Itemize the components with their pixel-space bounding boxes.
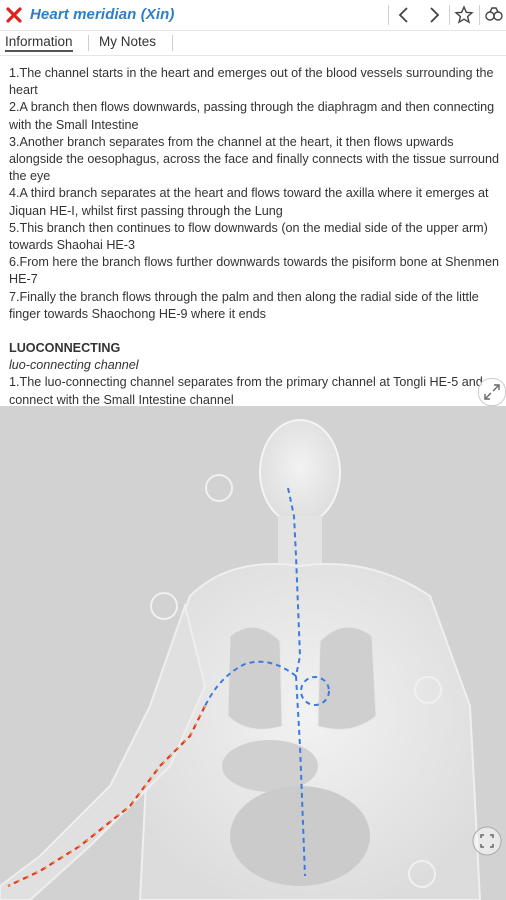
list-item: 1.The channel starts in the heart and emerges out of the blood vessels surrounding the heart [9,66,494,98]
information-text [9,65,501,406]
list-item: 1.The luo-connecting channel separates from the primary channel at Tongli HE-5 and connect with the Small Intestine channel [9,375,483,406]
chevron-right-icon[interactable] [424,5,444,25]
intestine-shape [230,786,370,886]
body-figure [0,406,506,900]
acupoint-marker[interactable] [151,593,177,619]
tab-bar [0,31,506,56]
list-item: 3.Another branch separates from the channel at the heart, it then flows upwards alongside the oesophagus, across the face and finally connects with the tissue surround the eye [9,134,500,184]
toolbar-divider [479,5,480,25]
neck-shape [278,516,322,566]
acupoint-marker[interactable] [206,475,232,501]
body-model-viewer[interactable] [0,406,506,900]
liver-shape [222,740,318,792]
tab-divider [88,35,89,51]
toolbar-divider [449,5,450,25]
section-heading: LUOCONNECTING [9,341,121,356]
right-lung-shape [318,627,376,729]
tab-information[interactable]: Information [5,34,73,52]
section-subheading: luo-connecting channel [9,358,139,373]
title-bar [0,0,506,31]
expand-panel-icon[interactable] [478,378,506,406]
list-item: 5.This branch then continues to flow downwards (on the medial side of the upper arm) towards Shaohai HE-3 [9,220,488,253]
bookmark-icon[interactable] [484,5,504,25]
list-item: 6.From here the branch flows further downwards towards the pisiform bone at Shenmen HE-7 [9,255,500,287]
tab-divider [172,35,173,51]
information-panel[interactable] [0,56,506,406]
chevron-left-icon[interactable] [394,5,414,25]
tab-my-notes[interactable]: My Notes [99,34,157,49]
close-icon[interactable] [5,6,23,24]
page-title: Heart meridian (Xin) [30,6,175,23]
fullscreen-icon[interactable] [472,826,502,856]
list-item: 7.Finally the branch flows through the palm and then along the radial side of the little finger towards Shaochong HE-9 where it ends [9,289,479,321]
star-icon[interactable] [454,5,474,25]
list-item: 4.A third branch separates at the heart and flows toward the axilla where it emerges at Jiquan HE-I, whilst first passing through the Lung [9,186,489,218]
toolbar-divider [388,5,389,25]
head-shape [260,420,340,524]
left-lung-shape [228,627,282,729]
list-item: 2.A branch then flows downwards, passing through the diaphragm and then connecting with the Small Intestine [9,100,495,132]
